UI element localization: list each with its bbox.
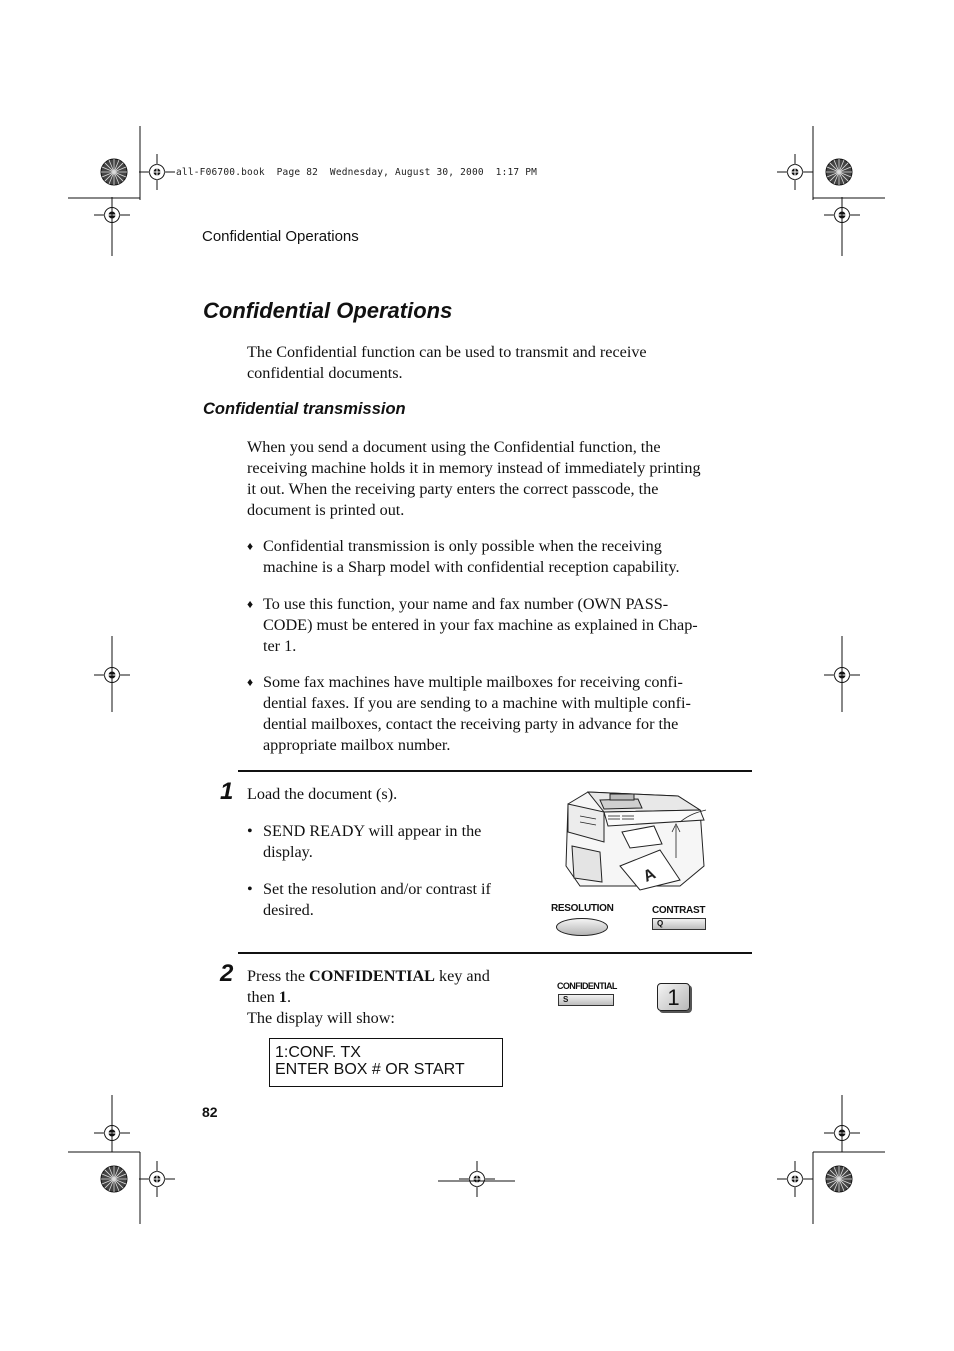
key-digit: 1 xyxy=(278,988,288,1006)
section-title: Confidential Operations xyxy=(203,298,453,323)
display-line-2: ENTER BOX # OR START xyxy=(275,1061,465,1078)
text-line: dential mailboxes, contact the receiving party in advance for the xyxy=(263,715,679,733)
step-number: 1 xyxy=(220,778,234,805)
text-line: receiving machine holds it in memory instead of immediately printing xyxy=(247,459,701,477)
text-fragment: key and xyxy=(434,967,490,985)
diamond-bullet-icon: ♦ xyxy=(247,539,254,553)
contrast-label: CONTRAST xyxy=(652,905,706,916)
step-number: 2 xyxy=(220,960,234,987)
step-divider xyxy=(238,952,752,954)
text-line: SEND READY will appear in the xyxy=(263,822,482,840)
bullet-item xyxy=(247,536,742,578)
step-instruction: Load the document (s). xyxy=(247,785,398,803)
text-line: dential faxes. If you are sending to a machine with multiple confi- xyxy=(263,694,691,712)
text-line: Confidential transmission is only possible when the receiving xyxy=(263,537,662,555)
step-divider xyxy=(238,770,752,772)
contrast-key[interactable]: Q xyxy=(652,918,706,930)
text-line: ter 1. xyxy=(263,637,297,655)
bullet-dot-icon: • xyxy=(247,822,253,840)
print-stamp: all-F06700.book Page 82 Wednesday, August 30, 2000 1:17 PM xyxy=(176,167,538,178)
text-line: appropriate mailbox number. xyxy=(263,736,451,754)
text-line: The display will show: xyxy=(247,1009,395,1027)
text-fragment: . xyxy=(287,988,292,1006)
intro-paragraph xyxy=(247,342,742,384)
text-fragment: then xyxy=(247,988,279,1006)
text-line: display. xyxy=(263,843,313,861)
key-name: CONFIDENTIAL xyxy=(309,967,435,985)
text-line: To use this function, your name and fax number (OWN PASS- xyxy=(263,595,669,613)
confidential-label: CONFIDENTIAL xyxy=(557,981,617,991)
text-line: desired. xyxy=(263,901,314,919)
step-instruction xyxy=(247,966,527,1029)
page-number: 82 xyxy=(202,1104,218,1120)
bullet-dot-icon: • xyxy=(247,880,253,898)
text-line: document is printed out. xyxy=(247,501,405,519)
step-point xyxy=(247,821,527,863)
diamond-bullet-icon: ♦ xyxy=(247,675,254,689)
text-line: When you send a document using the Confidential function, the xyxy=(247,438,661,456)
text-fragment: Press the xyxy=(247,967,310,985)
text-line: Some fax machines have multiple mailboxes for receiving confi- xyxy=(263,673,683,691)
fax-machine-loading-document-illustration xyxy=(560,786,710,892)
resolution-key[interactable] xyxy=(556,918,608,936)
display-line-1: 1:CONF. TX xyxy=(275,1044,361,1061)
text-line: The Confidential function can be used to transmit and receive xyxy=(247,343,647,361)
bullet-item xyxy=(247,594,742,657)
text-line: confidential documents. xyxy=(247,364,403,382)
text-line: Set the resolution and/or contrast if xyxy=(263,880,491,898)
text-line: CODE) must be entered in your fax machine as explained in Chap- xyxy=(263,616,698,634)
fax-display-panel xyxy=(269,1038,503,1087)
number-key-1[interactable]: 1 xyxy=(657,983,690,1011)
subsection-title: Confidential transmission xyxy=(203,400,406,418)
bullet-item xyxy=(247,672,742,756)
document-letter: A xyxy=(640,865,659,886)
resolution-label: RESOLUTION xyxy=(551,903,614,914)
step-point xyxy=(247,879,527,921)
text-line: machine is a Sharp model with confidential reception capability. xyxy=(263,558,680,576)
transmission-paragraph xyxy=(247,437,742,521)
text-line: it out. When the receiving party enters the correct passcode, the xyxy=(247,480,659,498)
running-head: Confidential Operations xyxy=(202,228,359,245)
diamond-bullet-icon: ♦ xyxy=(247,597,254,611)
confidential-key[interactable]: S xyxy=(558,994,614,1006)
